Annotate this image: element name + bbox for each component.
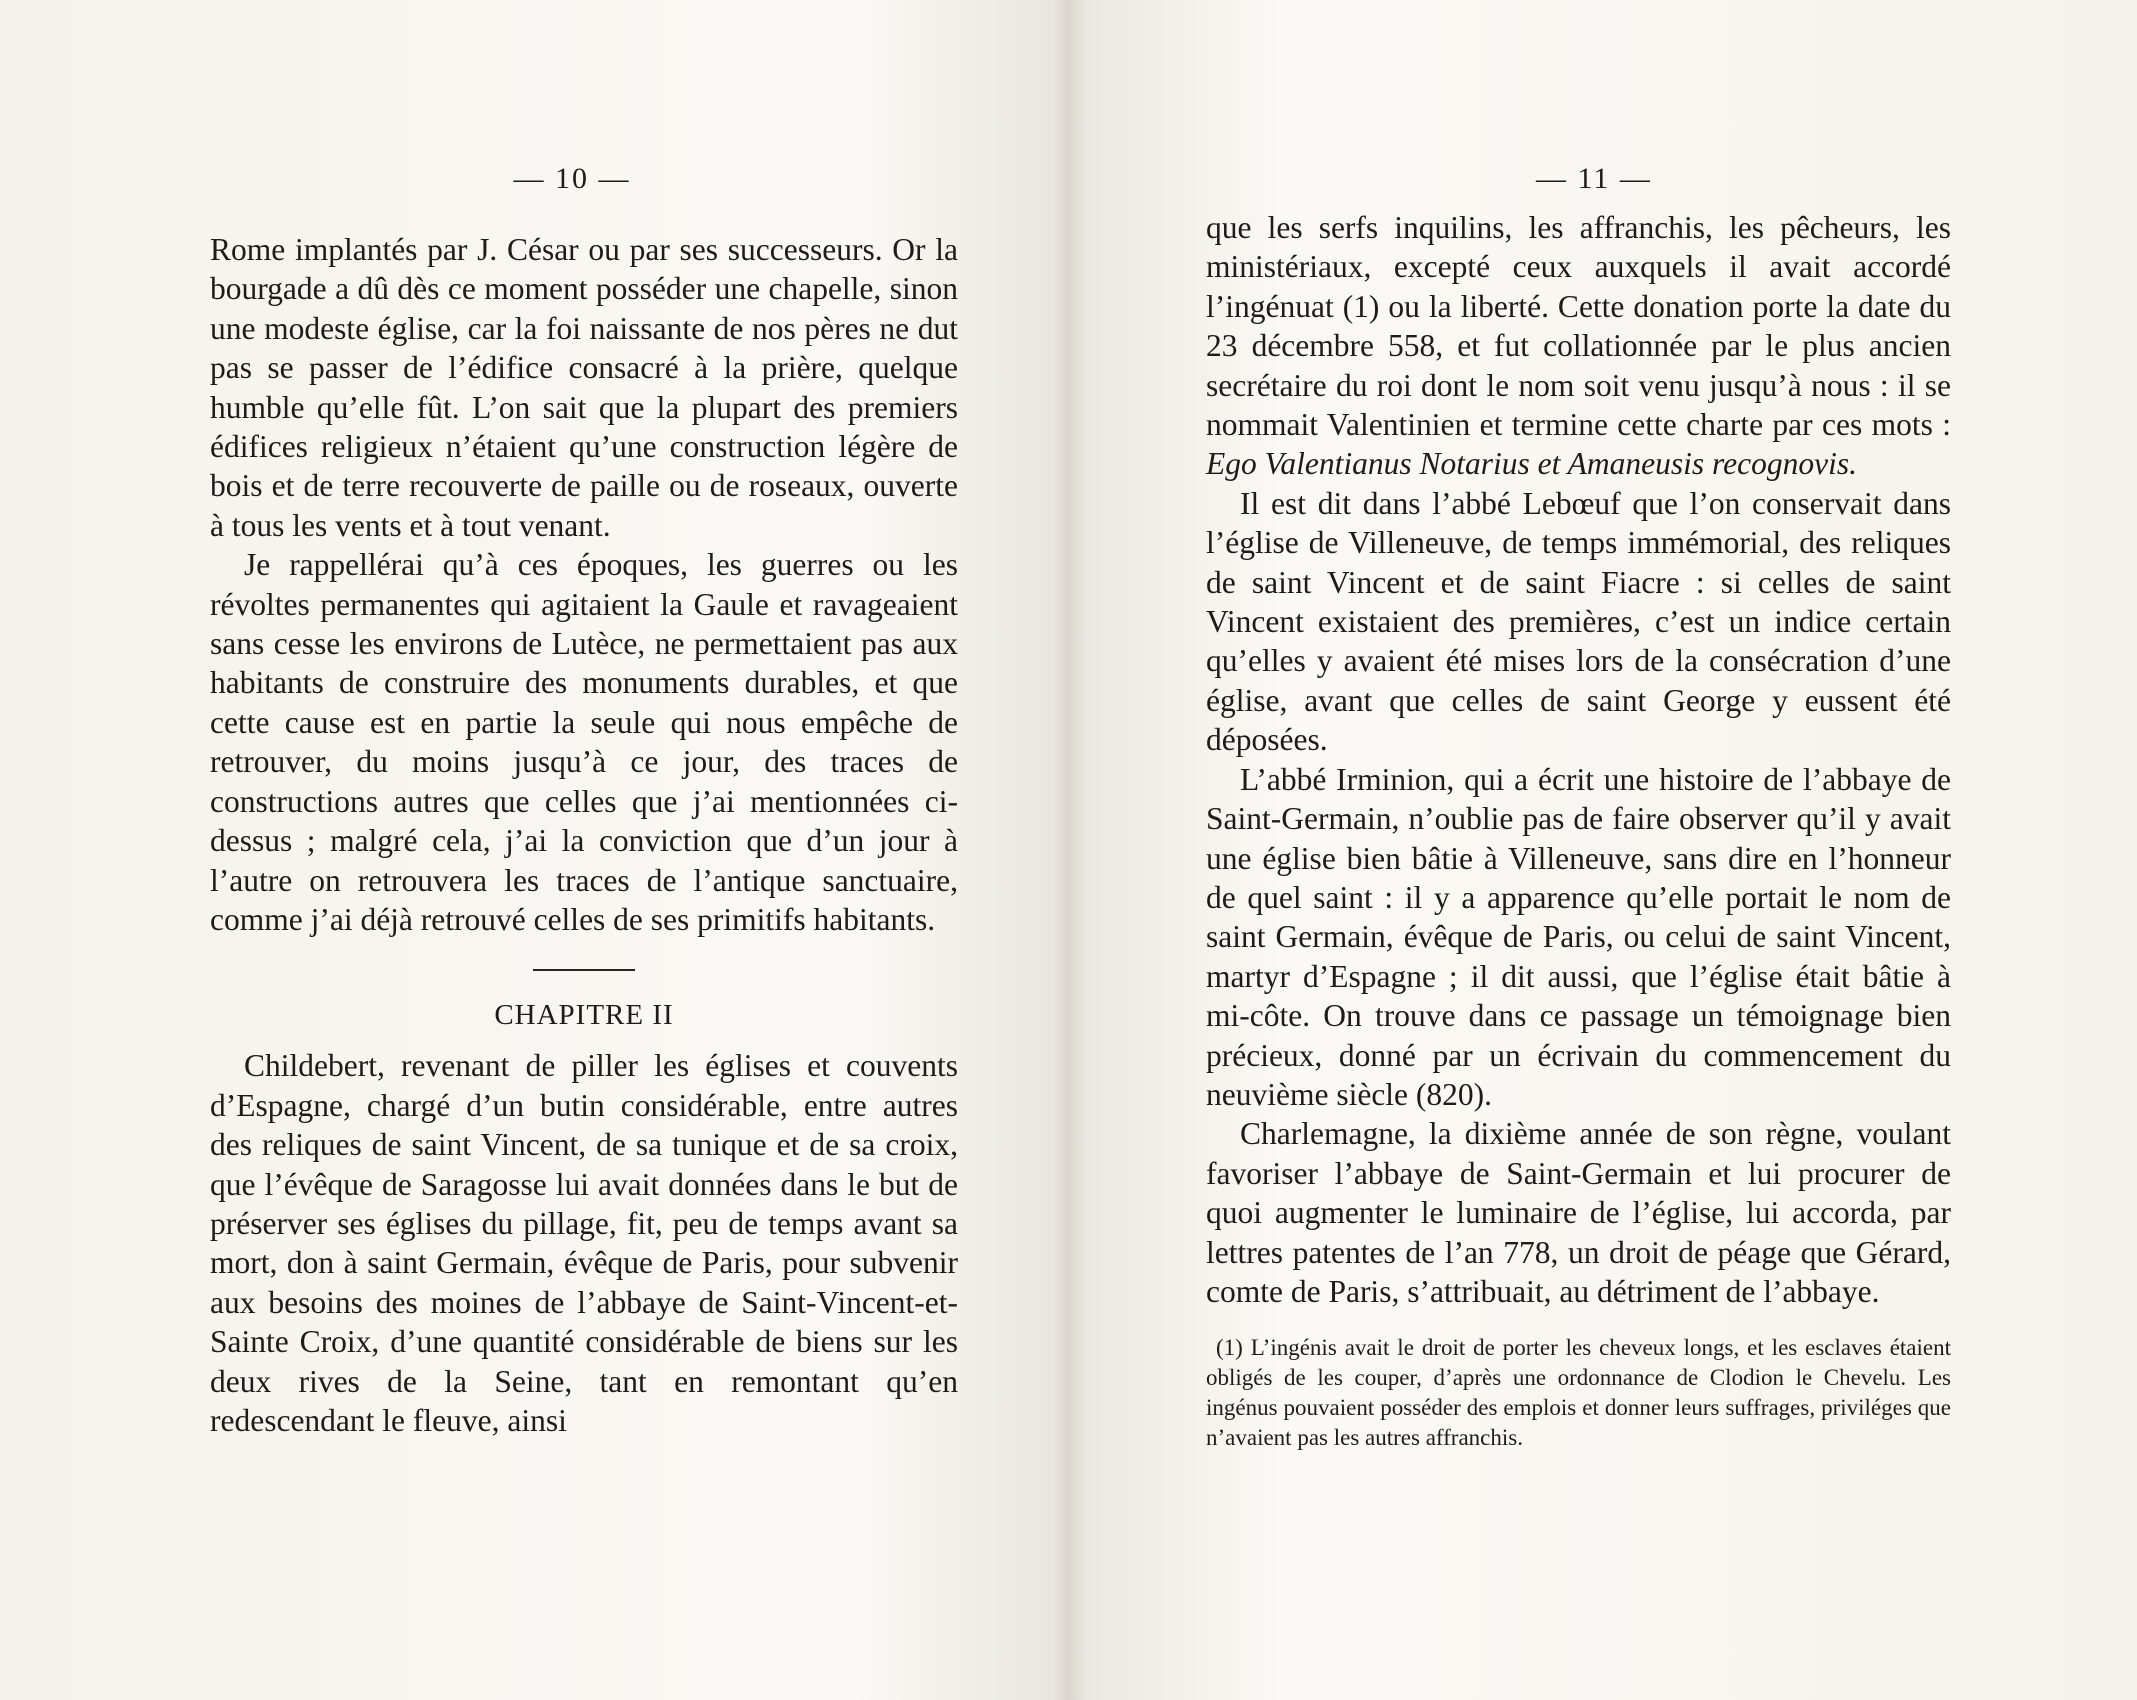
footnote: (1) L’ingénis avait le droit de porter les cheveux longs, et les esclaves étaient obligés de les couper, d’après une ordonnance de Clodion le Chevelu. Les ingénus pouvaient posséder des emplois et donner leurs suffrages, priviléges que n’avaient pas les autres affranchis.	[1206, 1335, 1951, 1451]
left-paragraph-2: Je rappellérai qu’à ces époques, les guerres ou les révoltes permanentes qui agitaient la Gaule et ravageaient sans cesse les environs de Lutèce, ne permettaient pas aux habitants de construire des monuments durables, et que cette cause est en partie la seule qui nous empêche de retrouver, du moins jusqu’à ce jour, des traces de constructions autres que celles que j’ai mentionnées ci-dessus ; malgré cela, j’ai la conviction que d’un jour à l’autre on retrouvera les traces de l’antique sanctuaire, comme j’ai déjà retrouvé celles de ses primitifs habitants.	[210, 547, 958, 937]
left-page-text	[210, 230, 958, 1440]
right-paragraph-3: L’abbé Irminion, qui a écrit une histoire de l’abbaye de Saint-Germain, n’oublie pas de faire observer qu’il y avait une église bien bâtie à Villeneuve, sans dire en l’honneur de quel saint : il y a apparence qu’elle portait le nom de saint Germain, évêque de Paris, ou celui de saint Vincent, martyr d’Espagne ; il dit aussi, que l’église était bâtie à mi-côte. On trouve dans ce passage un témoignage bien précieux, donné par un écrivain du commencement du neuvième siècle (820).	[1206, 761, 1951, 1112]
right-paragraph-2: Il est dit dans l’abbé Lebœuf que l’on conservait dans l’église de Villeneuve, de temps immémorial, des reliques de saint Vincent et de saint Fiacre : si celles de saint Vincent existaient des premières, c’est un indice certain qu’elles y avaient été mises lors de la consécration d’une église, avant que celles de saint George y eussent été déposées.	[1206, 485, 1951, 758]
left-paragraph-3: Childebert, revenant de piller les églises et couvents d’Espagne, chargé d’un butin considérable, entre autres des reliques de saint Vincent, de sa tunique et de sa croix, que l’évêque de Saragosse lui avait données dans le but de préserver ses églises du pillage, fit, peu de temps avant sa mort, don à saint Germain, évêque de Paris, pour subvenir aux besoins des moines de l’abbaye de Saint-Vincent-et-Sainte Croix, d’une quantité considérable de biens sur les deux rives de la Seine, tant en remontant qu’en redescendant le fleuve, ainsi	[210, 1048, 958, 1438]
chapter-divider	[533, 969, 635, 971]
right-paragraph-1-text: que les serfs inquilins, les affranchis, les pêcheurs, les ministériaux, excepté ceux auxquels il avait accordé l’ingénuat (1) ou la liberté. Cette donation porte la date du 23 décembre 558, et fut collationnée par le plus ancien secrétaire du roi dont le nom soit venu jusqu’à nous : il se nommait Valentinien et termine cette charte par ces mots :	[1206, 210, 1951, 443]
left-page-number: — 10 —	[513, 162, 631, 195]
latin-quotation: Ego Valentianus Notarius et Amaneusis recognovis.	[1206, 446, 1857, 482]
right-page-number: — 11 —	[1536, 162, 1652, 195]
left-paragraph-1: Rome implantés par J. César ou par ses successeurs. Or la bourgade a dû dès ce moment posséder une chapelle, sinon une modeste église, car la foi naissante de nos pères ne dut pas se passer de l’édifice consacré à la prière, quelque humble qu’elle fût. L’on sait que la plupart des premiers édifices religieux n’étaient qu’une construction légère de bois et de terre recouverte de paille ou de roseaux, ouverte à tous les vents et à tout venant.	[210, 232, 958, 543]
chapter-title: CHAPITRE II	[494, 999, 674, 1032]
right-paragraph-4: Charlemagne, la dixième année de son règne, voulant favoriser l’abbaye de Saint-Germain et lui procurer de quoi augmenter le luminaire de l’église, lui accorda, par lettres patentes de l’an 778, un droit de péage que Gérard, comte de Paris, s’attribuait, au détriment de l’abbaye.	[1206, 1116, 1951, 1309]
right-paragraph-1	[1206, 208, 1951, 484]
right-page-text	[1206, 208, 1951, 1453]
